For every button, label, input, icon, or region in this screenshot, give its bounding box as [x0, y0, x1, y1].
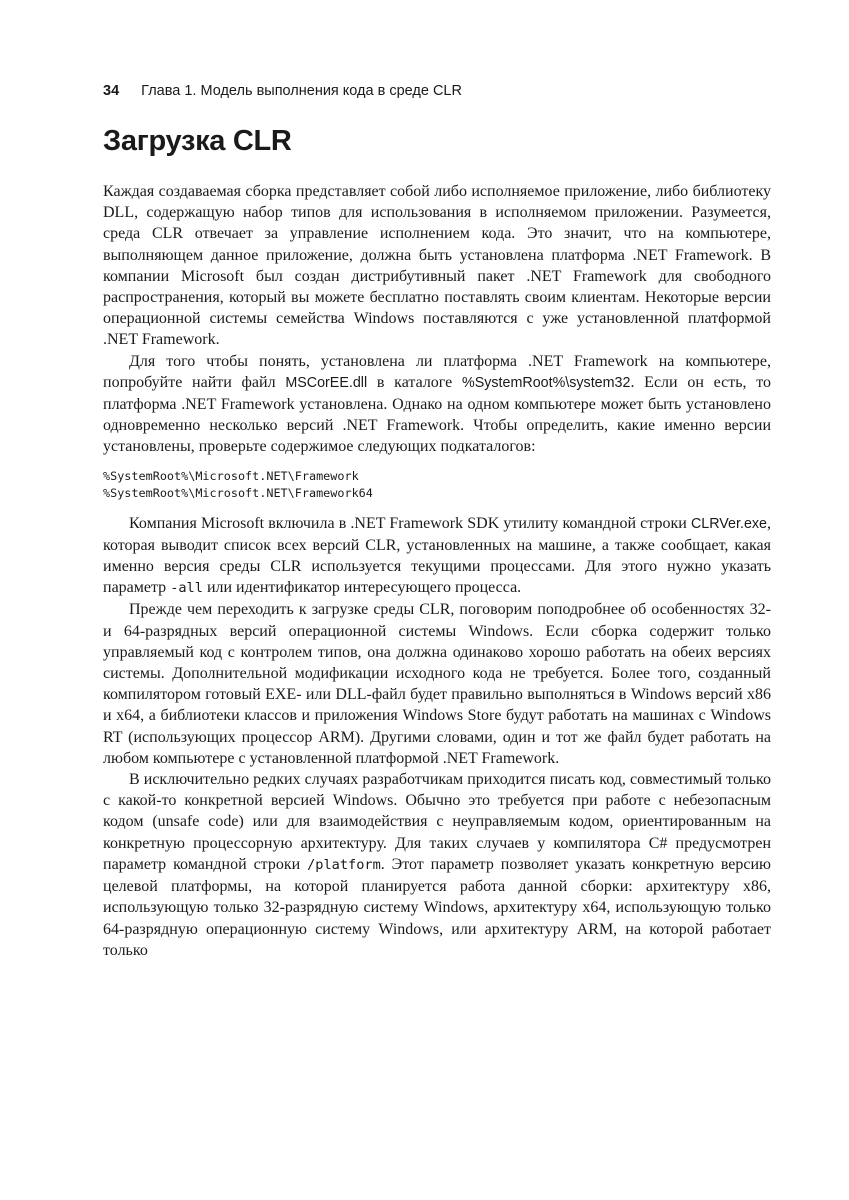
- paragraph-3-text-1: Компания Microsoft включила в .NET Framework SDK утилиту командной строки: [129, 514, 691, 532]
- paragraph-5-text-2: . Этот параметр позволяет указать конкретную версию целевой платформы, на которой планируется работа данной сборки: архитектуру x86, использующую только 32-разрядную систему Windows, архитектуру x64, использующую только 64-разрядную операционную систему Windows, или архитектуру ARM, на которой работает только: [103, 855, 772, 959]
- filename-mscoree: MSCorEE.dll: [285, 374, 368, 391]
- paragraph-2-text-2: в каталоге: [367, 373, 462, 391]
- paragraph-2-text-3: . Если он есть, то платформа .NET Framework установлена. Однако на одном компьютере может быть установлено одновременно несколько версий .NET Framework. Чтобы определить, какие именно версии установлены, проверьте содержимое следующих подкаталогов:: [103, 373, 772, 456]
- directory-system32: %SystemRoot%\system32: [462, 374, 631, 391]
- code-line-framework64: %SystemRoot%\Microsoft.NET\Framework64: [103, 486, 373, 501]
- tool-clrver: CLRVer.exe: [690, 515, 767, 532]
- paragraph-5-text-1: В исключительно редких случаях разработчикам приходится писать код, совместимый только с какой-то конкретной версией Windows. Обычно это требуется при работе с небезопасным кодом (unsafe code) или для взаимодействия с неуправляемым кодом, ориентированным на конкретную процессорную архитектуру. Для таких случаев у компилятора C# предусмотрен параметр командной строки: [103, 771, 771, 873]
- paragraph-3-text-3: или идентификатор интересующего процесса.: [202, 579, 522, 597]
- paragraph-2-text-1: Для того чтобы понять, установлена ли платформа .NET Framework на компьютере, попробуйте найти файл: [103, 352, 771, 391]
- page-number: 34: [103, 83, 120, 99]
- paragraph-1: Каждая создаваемая сборка представляет собой либо исполняемое приложение, либо библиотеку DLL, содержащую набор типов для использования в исполняемом приложении. Разумеется, среда CLR отвечает за управление исполнением кода. Это значит, что на компьютере, выполняющем данное приложение, должна быть установлена платформа .NET Framework. В компании Microsoft был создан дистрибутивный пакет .NET Framework для свободного распространения, который вы можете бесплатно поставлять своим клиентам. Некоторые версии операционной системы семейства Windows поставляются с уже установленной платформой .NET Framework.: [103, 183, 771, 349]
- chapter-title: Глава 1. Модель выполнения кода в среде CLR: [141, 83, 462, 99]
- code-line-framework: %SystemRoot%\Microsoft.NET\Framework: [103, 468, 359, 483]
- paragraph-4: Прежде чем переходить к загрузке среды CLR, поговорим поподробнее об особенностях 32- и 64-разрядных версий операционной системы Windows. Если сборка содержит только управляемый код с контролем типов, она должна одинаково хорошо работать на обеих версиях системы. Дополнительной модификации исходного кода не требуется. Более того, созданный компилятором готовый EXE- или DLL-файл будет правильно выполняться в Windows версий x86 и x64, а библиотеки классов и приложения Windows Store будут работать на машинах с Windows RT (использующих процессор ARM). Другими словами, один и тот же файл будет работать на любом компьютере с установленной платформой .NET Framework.: [103, 601, 771, 767]
- paragraph-3-text-2: , которая выводит список всех версий CLR, установленных на машине, а также сообщает, какая именно версия среды CLR используется текущими процессами. Для этого нужно указать параметр: [103, 514, 771, 597]
- code-block: [103, 468, 771, 503]
- running-header: [103, 82, 462, 100]
- paragraph-2: [103, 351, 771, 458]
- paragraph-5: [103, 769, 771, 961]
- param-platform: /platform: [307, 856, 381, 873]
- body-text: [103, 181, 771, 961]
- section-title: Загрузка CLR: [103, 125, 292, 157]
- paragraph-3: [103, 513, 771, 600]
- param-all: -all: [170, 580, 203, 597]
